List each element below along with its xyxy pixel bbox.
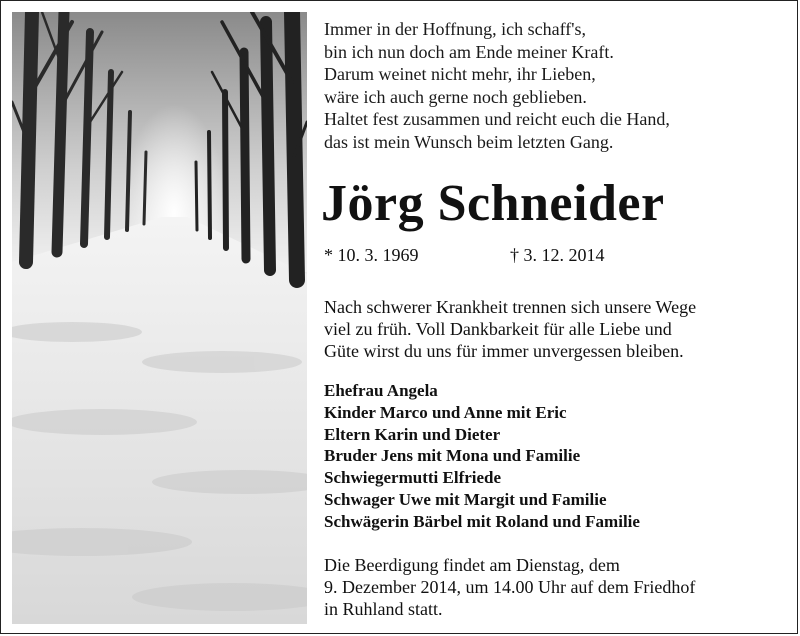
- farewell-message: [324, 296, 696, 362]
- message-line: Nach schwerer Krankheit trennen sich unsere Wege: [324, 297, 697, 317]
- message-line: Güte wirst du uns für immer unvergessen bleiben.: [324, 341, 684, 361]
- poem-line: Darum weinet nicht mehr, ihr Lieben,: [324, 64, 596, 84]
- death-date: † 3. 12. 2014: [510, 245, 605, 265]
- mourner-entry: Ehefrau Angela: [324, 381, 438, 400]
- mourner-entry: Kinder Marco und Anne mit Eric: [324, 402, 567, 422]
- poem-line: das ist mein Wunsch beim letzten Gang.: [324, 131, 614, 152]
- mourner-entry: Schwägerin Bärbel mit Roland und Familie: [324, 511, 640, 531]
- tree-avenue-photo: [12, 12, 307, 624]
- poem-line: bin ich nun doch am Ende meiner Kraft.: [324, 41, 614, 62]
- birth-date: * 10. 3. 1969: [324, 245, 419, 265]
- funeral-line: Die Beerdigung findet am Dienstag, dem: [324, 555, 620, 575]
- funeral-line: in Ruhland statt.: [324, 599, 443, 619]
- mourner-entry: Schwager Uwe mit Margit und Familie: [324, 489, 607, 509]
- funeral-notice: [324, 554, 695, 620]
- poem-line: Haltet fest zusammen und reicht euch die Hand,: [324, 109, 670, 129]
- poem-line: Immer in der Hoffnung, ich schaff's,: [324, 19, 587, 39]
- poem-line: wäre ich auch gerne noch geblieben.: [324, 86, 587, 107]
- mourner-entry: Schwiegermutti Elfriede: [324, 468, 502, 488]
- mourners-list: [324, 380, 640, 533]
- funeral-line: 9. Dezember 2014, um 14.00 Uhr auf dem Friedhof: [324, 577, 696, 597]
- deceased-name: Jörg Schneider: [321, 175, 665, 232]
- poem: [324, 18, 794, 153]
- mourner-entry: Bruder Jens mit Mona und Familie: [324, 446, 581, 466]
- message-line: viel zu früh. Voll Dankbarkeit für alle Liebe und: [324, 319, 672, 339]
- mourner-entry: Eltern Karin und Dieter: [324, 424, 501, 444]
